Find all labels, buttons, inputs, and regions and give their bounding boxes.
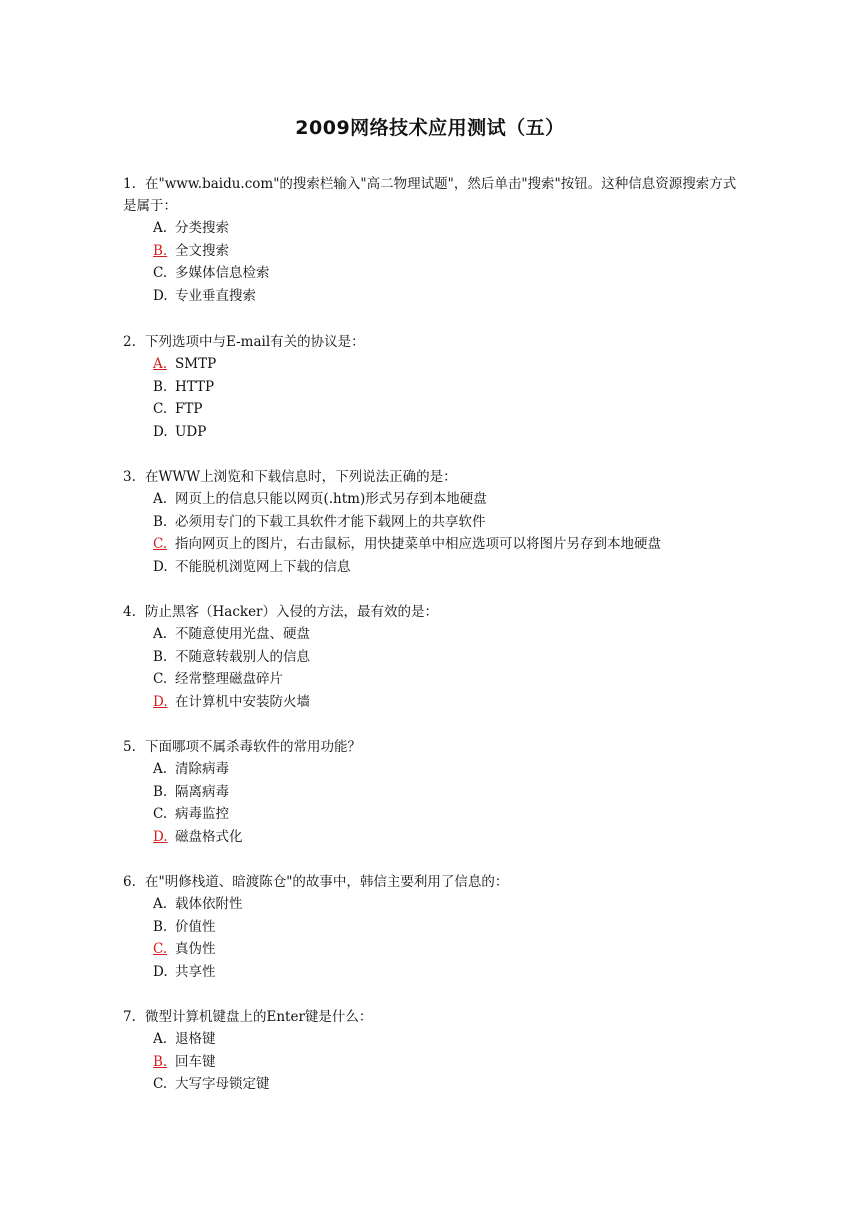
question-stem: [123, 736, 743, 758]
question-number: 1.: [123, 176, 136, 192]
page-title: 2009网络技术应用测试（五）: [295, 117, 565, 139]
answer-option: [123, 781, 743, 804]
option-letter: C.: [153, 1076, 168, 1092]
question-stem: [123, 173, 743, 217]
answer-option: [123, 421, 743, 444]
question-3: [123, 466, 743, 578]
option-letter: B.: [153, 783, 168, 800]
answer-option: [123, 217, 743, 240]
option-text: FTP: [175, 401, 203, 417]
question-number: 6.: [123, 874, 136, 890]
option-letter: B.: [153, 648, 168, 665]
option-text: 不随意转载别人的信息: [175, 648, 310, 665]
question-text: 在"www.baidu.com"的搜索栏输入"高二物理试题"，然后单击"搜索"按钮。这种信息资源搜索方式是属于：: [123, 176, 737, 214]
answer-option: [123, 668, 743, 691]
answer-option: [123, 376, 743, 399]
correct-option-letter: C.: [153, 941, 168, 957]
answer-option: [123, 938, 743, 961]
answer-option: [123, 916, 743, 939]
answer-option: [123, 646, 743, 669]
option-letter: D.: [153, 423, 168, 440]
question-number: 7.: [123, 1009, 136, 1025]
option-list: [123, 353, 743, 443]
option-text: 经常整理磁盘碎片: [175, 671, 283, 687]
option-text: 分类搜索: [175, 220, 229, 236]
question-number: 2.: [123, 334, 136, 350]
question-5: [123, 736, 743, 848]
answer-option: [123, 1073, 743, 1096]
option-text: 真伪性: [175, 941, 216, 957]
option-text: 隔离病毒: [175, 783, 229, 800]
answer-option: [123, 398, 743, 421]
answer-option: [123, 1028, 743, 1051]
answer-option: [123, 262, 743, 285]
answer-option: [123, 1051, 743, 1074]
option-text: UDP: [175, 423, 207, 440]
correct-option-letter: B.: [153, 1053, 168, 1070]
option-letter: D.: [153, 558, 168, 575]
option-text: 不能脱机浏览网上下载的信息: [175, 558, 351, 575]
correct-option-letter: B.: [153, 242, 168, 259]
option-text: 指向网页上的图片，右击鼠标，用快捷菜单中相应选项可以将图片另存到本地硬盘: [175, 536, 661, 552]
question-stem: [123, 601, 743, 623]
correct-option-letter: C.: [153, 536, 168, 552]
answer-option: [123, 758, 743, 781]
option-text: 全文搜索: [175, 242, 229, 259]
option-letter: D.: [153, 287, 168, 304]
option-letter: D.: [153, 963, 168, 980]
option-text: HTTP: [175, 378, 215, 395]
option-text: 清除病毒: [175, 761, 229, 777]
answer-option: [123, 691, 743, 714]
option-text: 退格键: [175, 1031, 216, 1047]
question-text: 在"明修栈道、暗渡陈仓"的故事中，韩信主要利用了信息的：: [145, 874, 509, 890]
question-number: 3.: [123, 469, 136, 485]
option-text: 必须用专门的下载工具软件才能下载网上的共享软件: [175, 513, 486, 530]
question-text: 微型计算机键盘上的Enter键是什么：: [145, 1009, 373, 1025]
question-stem: [123, 1006, 743, 1028]
option-text: 专业垂直搜索: [175, 287, 256, 304]
option-letter: B.: [153, 513, 168, 530]
option-letter: C.: [153, 265, 168, 281]
option-letter: C.: [153, 401, 168, 417]
option-text: 在计算机中安装防火墙: [175, 693, 310, 710]
option-text: 不随意使用光盘、硬盘: [175, 626, 310, 642]
answer-option: [123, 826, 743, 849]
option-list: [123, 488, 743, 578]
option-text: 载体依附性: [175, 896, 243, 912]
option-list: [123, 1028, 743, 1096]
option-letter: A.: [153, 626, 168, 642]
answer-option: [123, 240, 743, 263]
option-list: [123, 217, 743, 307]
correct-option-letter: A.: [153, 356, 168, 372]
option-letter: A.: [153, 896, 168, 912]
option-letter: A.: [153, 1031, 168, 1047]
option-text: 大写字母锁定键: [175, 1076, 270, 1092]
question-4: [123, 601, 743, 713]
answer-option: [123, 961, 743, 984]
answer-option: [123, 488, 743, 511]
question-number: 4.: [123, 604, 136, 620]
question-stem: [123, 466, 743, 488]
answer-option: [123, 285, 743, 308]
question-stem: [123, 331, 743, 353]
answer-option: [123, 803, 743, 826]
option-letter: B.: [153, 378, 168, 395]
question-2: [123, 331, 743, 443]
option-text: 网页上的信息只能以网页(.htm)形式另存到本地硬盘: [175, 491, 487, 507]
answer-option: [123, 623, 743, 646]
option-list: [123, 758, 743, 848]
question-text: 下列选项中与E-mail有关的协议是：: [145, 334, 365, 350]
answer-option: [123, 893, 743, 916]
option-list: [123, 893, 743, 983]
option-text: SMTP: [175, 356, 217, 372]
option-letter: C.: [153, 671, 168, 687]
answer-option: [123, 533, 743, 556]
question-text: 防止黑客（Hacker）入侵的方法，最有效的是：: [145, 604, 439, 620]
question-7: [123, 1006, 743, 1096]
question-stem: [123, 871, 743, 893]
answer-option: [123, 353, 743, 376]
question-6: [123, 871, 743, 983]
question-1: [123, 173, 743, 307]
answer-option: [123, 556, 743, 579]
option-letter: A.: [153, 761, 168, 777]
correct-option-letter: D.: [153, 828, 168, 845]
question-text: 下面哪项不属杀毒软件的常用功能？: [145, 739, 361, 755]
option-text: 多媒体信息检索: [175, 265, 270, 281]
question-text: 在WWW上浏览和下载信息时，下列说法正确的是：: [145, 469, 457, 485]
option-letter: A.: [153, 491, 168, 507]
option-letter: B.: [153, 918, 168, 935]
question-number: 5.: [123, 739, 136, 755]
correct-option-letter: D.: [153, 693, 168, 710]
option-text: 价值性: [175, 918, 216, 935]
option-letter: A.: [153, 220, 168, 236]
option-text: 磁盘格式化: [175, 828, 243, 845]
option-text: 回车键: [175, 1053, 216, 1070]
option-letter: C.: [153, 806, 168, 822]
option-text: 病毒监控: [175, 806, 229, 822]
option-list: [123, 623, 743, 713]
answer-option: [123, 511, 743, 534]
option-text: 共享性: [175, 963, 216, 980]
